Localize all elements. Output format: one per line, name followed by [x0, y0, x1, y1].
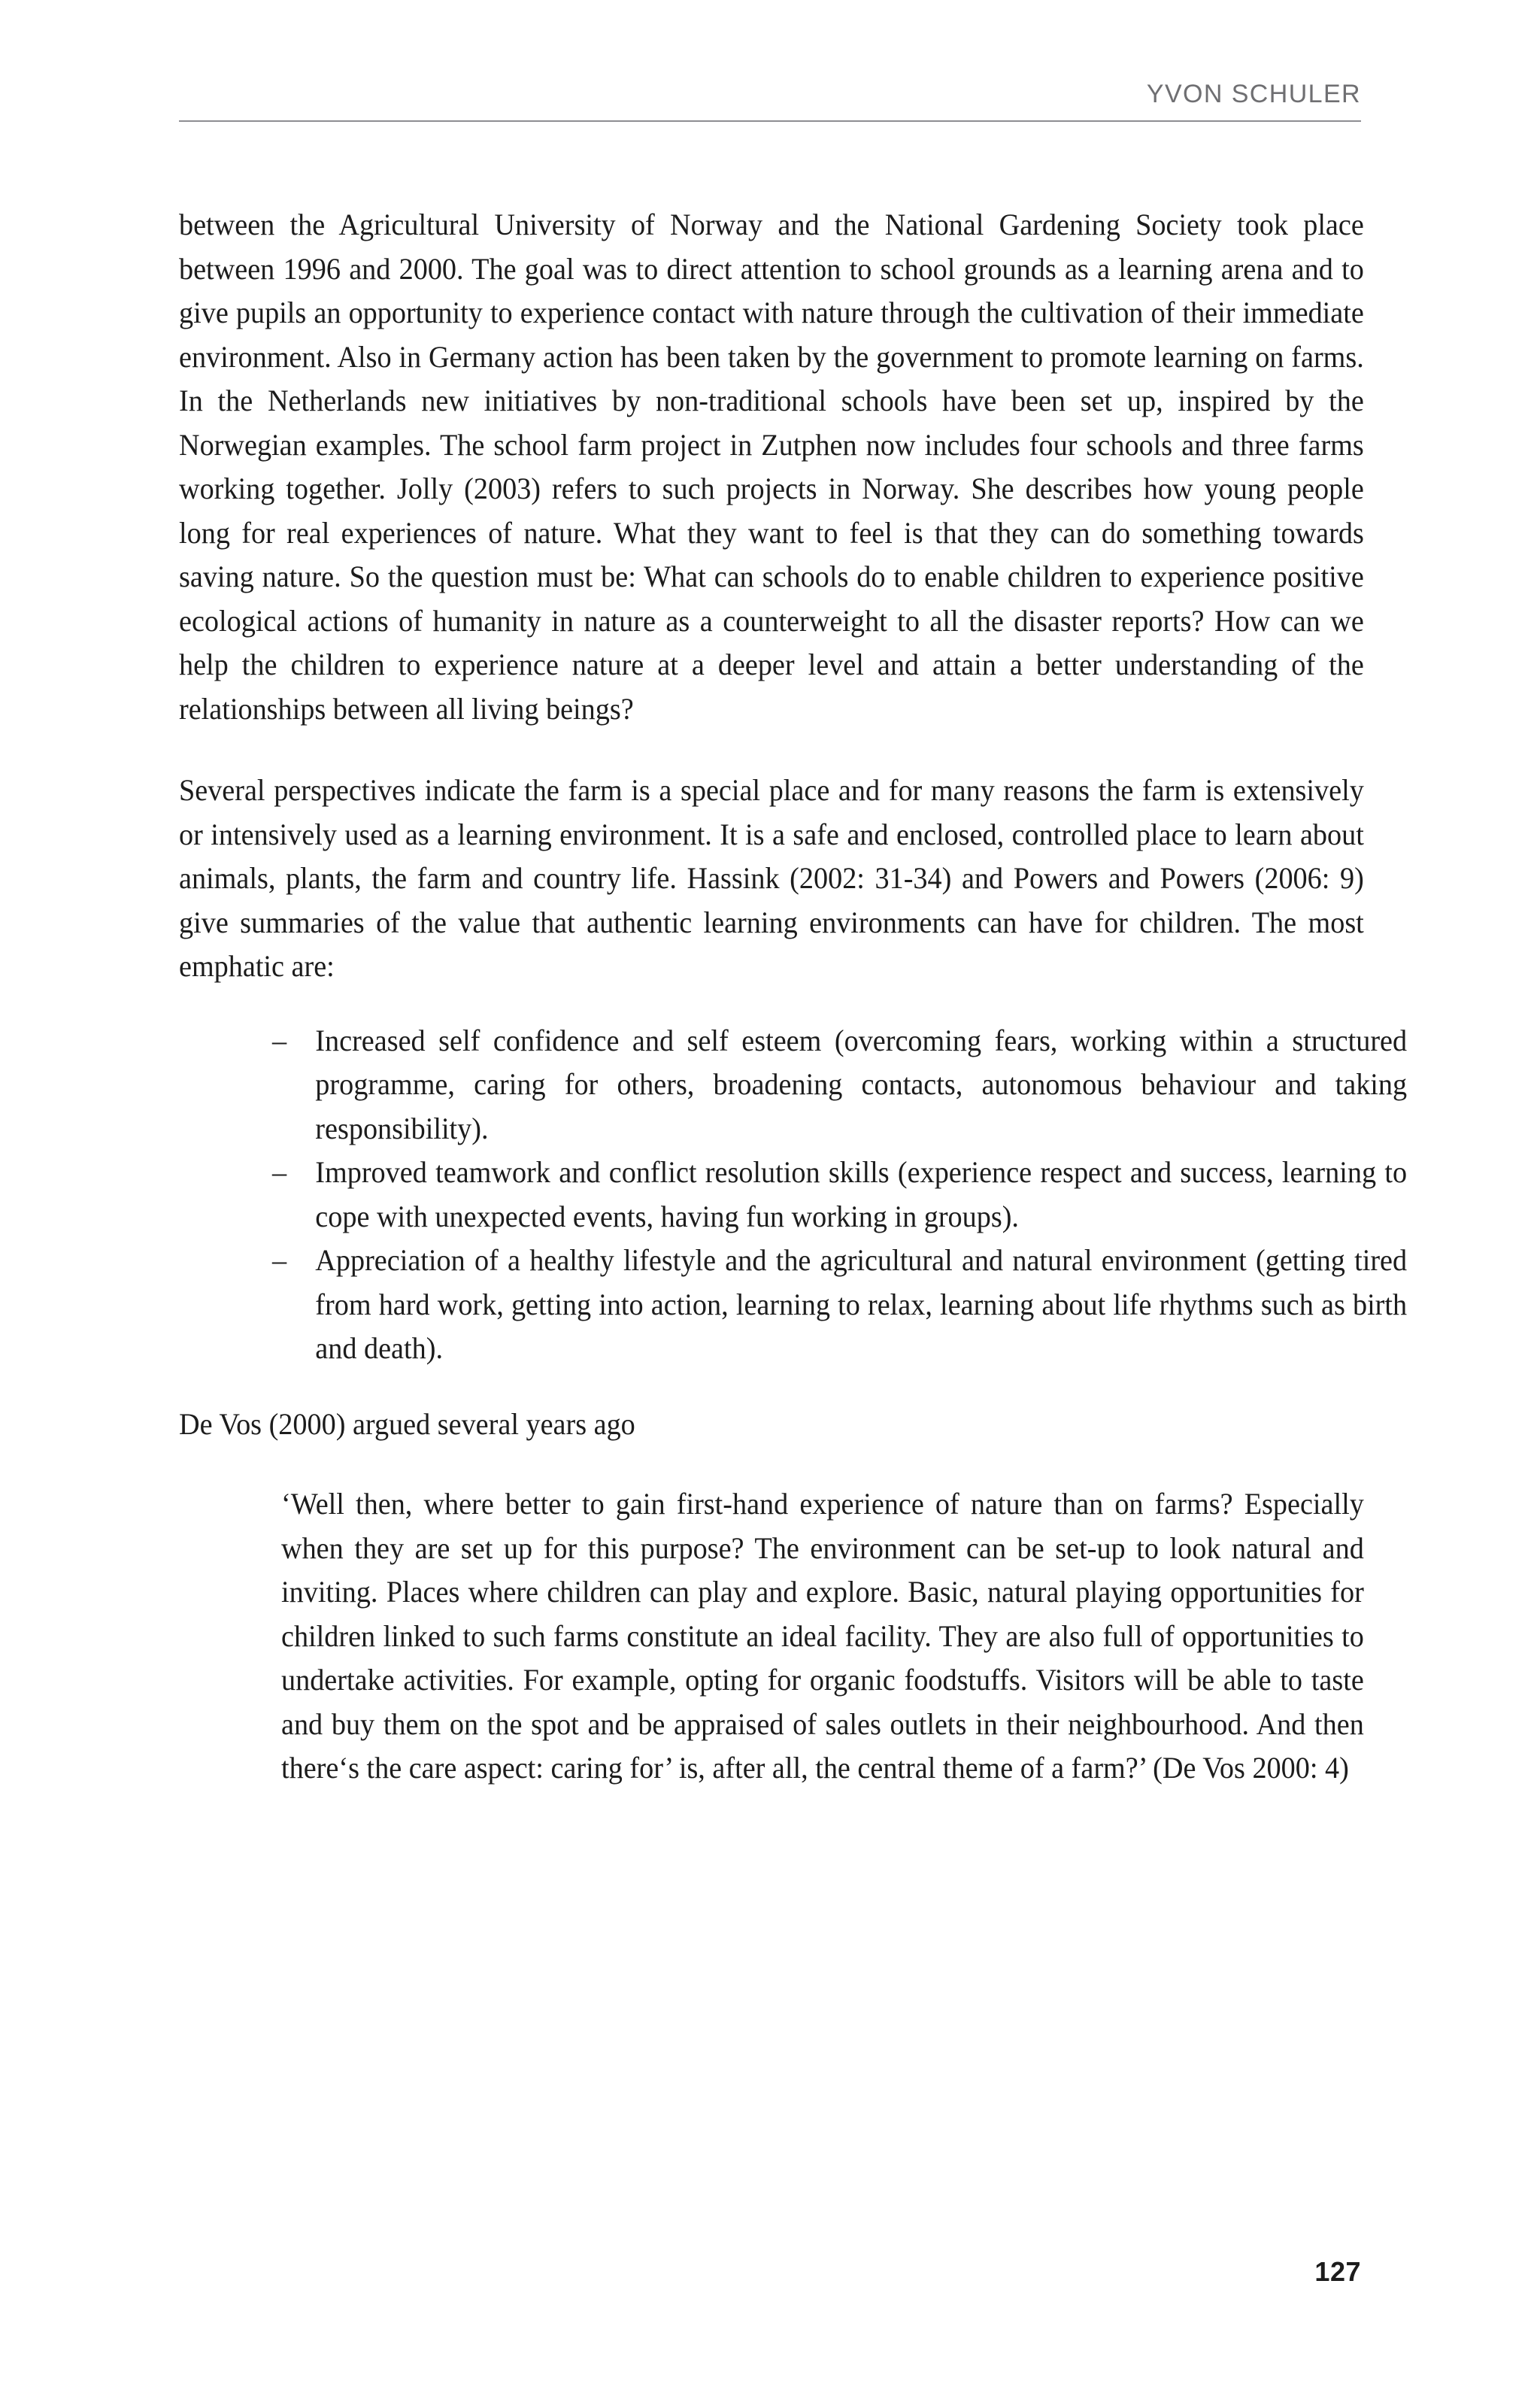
dash-marker-icon: –: [272, 1155, 287, 1189]
body-paragraph-1: between the Agricultural University of Norway and the National Gardening Society took place between 1996 and 2000. The goal was to direct attention to school grounds as a learning arena and to give pupils an opportunity to experience contact with nature through the cultivation of their immediate environment. Also in Germany action has been taken by the government to promote learning on farms. In the Netherlands new initiatives by non-traditional schools have been set up, inspired by the Norwegian examples. The school farm project in Zutphen now includes four schools and three farms working together. Jolly (2003) refers to such projects in Norway. She describes how young people long for real experiences of nature. What they want to feel is that they can do something towards saving nature. So the question must be: What can schools do to enable children to experience positive ecological actions of humanity in nature as a counterweight to all the disaster reports? How can we help the children to experience nature at a deeper level and attain a better understanding of the relationships between all living beings?: [179, 208, 1364, 726]
block-quote: [179, 1482, 1364, 1791]
dash-marker-icon: –: [272, 1023, 287, 1057]
list-item: [272, 1019, 1407, 1151]
dash-marker-icon: –: [272, 1243, 287, 1277]
page-body-content: [179, 203, 1408, 1791]
folio: [179, 2256, 1361, 2288]
spacer-before-list: [179, 989, 1364, 1019]
header-rule-divider: [179, 120, 1361, 122]
body-paragraph-2: Several perspectives indicate the farm is a special place and for many reasons the farm is extensively or intensively used as a learning environment. It is a safe and enclosed, controlled place to learn about animals, plants, the farm and country life. Hassink (2002: 31-34) and Powers and Powers (2006: 9) give summaries of the value that authentic learning environments can have for children. The most emphatic are:: [179, 773, 1364, 983]
benefits-dash-list: [179, 1019, 1408, 1371]
running-head-text: YVON SCHULER: [1146, 80, 1361, 108]
block-quote-text: ‘Well then, where better to gain first-hand experience of nature than on farms? Especially when they are set up for this purpose? The environment can be set-up to look natural and inviting. Places where children can play and explore. Basic, natural playing opportunities for children linked to such farms constitute an ideal facility. They are also full of opportunities to undertake activities. For example, opting for organic foodstuffs. Visitors will be able to taste and buy them on the spot and be appraised of sales outlets in their neighbourhood. And then there‘s the care aspect: caring for’ is, after all, the central theme of a farm?’ (De Vos 2000: 4): [281, 1487, 1364, 1785]
spacer-before-quote: [179, 1446, 1364, 1482]
spacer-after-list: [179, 1371, 1364, 1403]
list-item-text: Improved teamwork and conflict resolution skills (experience respect and success, learning to cope with unexpected events, having fun working in groups).: [315, 1155, 1408, 1233]
list-item: [272, 1151, 1407, 1239]
page-number: 127: [1314, 2256, 1361, 2287]
list-item: [272, 1239, 1407, 1371]
list-item-text: Increased self confidence and self esteem (overcoming fears, working within a structured programme, caring for others, broadening contacts, autonomous behaviour and taking responsibility).: [315, 1023, 1408, 1145]
running-head: [179, 81, 1361, 107]
body-paragraph-3: De Vos (2000) argued several years ago: [179, 1406, 635, 1441]
list-item-text: Appreciation of a healthy lifestyle and the agricultural and natural environment (getting tired from hard work, getting into action, learning to relax, learning about life rhythms such as birth and death).: [315, 1243, 1408, 1365]
